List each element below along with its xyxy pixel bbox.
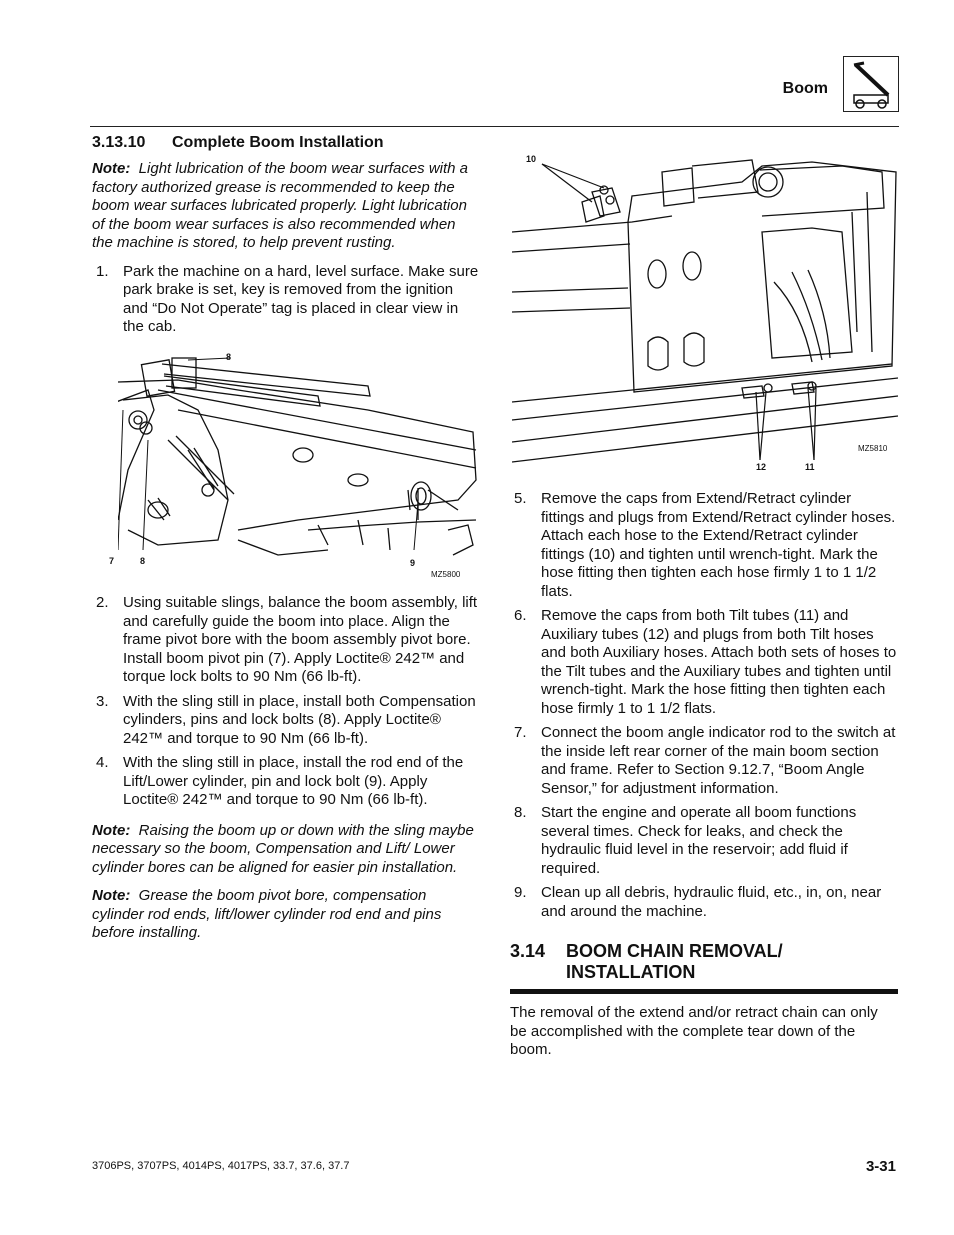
page-number: 3-31 — [865, 1158, 896, 1175]
left-column-continued — [92, 594, 480, 953]
callout-10: 10 — [526, 154, 537, 164]
footer-models: 3706PS, 3707PS, 4014PS, 4017PS, 33.7, 37.6, 37.7 — [92, 1160, 350, 1172]
section-number: 3.14 — [510, 941, 546, 961]
step-4 — [92, 754, 480, 810]
step-3 — [92, 693, 480, 749]
figure-code: MZ5800 — [431, 570, 461, 579]
section-label: Boom — [782, 80, 828, 97]
step-8 — [510, 804, 898, 878]
step-number: 8. — [514, 804, 527, 821]
note-sling — [92, 822, 480, 878]
boom-fittings-drawing — [512, 152, 898, 476]
step-9 — [510, 884, 898, 921]
step-text: Connect the boom angle indicator rod to the switch at the inside left rear corner of the main boom section and frame. Refer to Section 9.12.7, “Boom Angle Sensor,” for adjustment information. — [541, 724, 896, 797]
boom-pivot-drawing — [118, 350, 480, 582]
note-lubrication — [92, 160, 480, 253]
step-text: With the sling still in place, install both Compensation cylinders, pins and lock bolts (8). Apply Loctite® 242™ and torque to 90 Nm (66 lb-ft). — [123, 692, 476, 747]
note-text: Raising the boom up or down with the sling maybe necessary so the boom, Compensation and Lift/ Lower cylinder bores can be aligned for easier pin installation. — [92, 821, 474, 876]
step-number: 2. — [96, 594, 109, 611]
step-number: 1. — [96, 262, 109, 280]
section-heading — [92, 134, 480, 152]
step-text: Remove the caps from both Tilt tubes (11) and Auxiliary tubes (12) and plugs from both Tilt hoses and both Auxiliary hoses. Attach both sets of hoses to the Tilt tubes and the Auxiliary tubes and tighten until wrench-tight. Mark the hose fitting then tighten each hose firmly 1 to 1 1/2 flats. — [541, 607, 897, 717]
step-6 — [510, 607, 898, 718]
note-label: Note: — [92, 160, 131, 177]
note-label: Note: — [92, 821, 131, 839]
header-rule — [90, 126, 899, 127]
figure-boom-fittings — [512, 152, 898, 476]
callout-12: 12 — [756, 462, 767, 472]
step-number: 9. — [514, 884, 527, 901]
step-1 — [92, 263, 480, 337]
step-text: Remove the caps from Extend/Retract cylinder fittings and plugs from Extend/Retract cylinder hoses. Attach each hose to the Extend/Retract cylinder fittings (10) and tighten until wrench-tight. Mark the hose fitting then tighten each hose firmly 1 to 1 1/2 flats. — [541, 490, 896, 600]
step-number: 4. — [96, 754, 109, 771]
callout-11: 11 — [805, 462, 815, 472]
step-number: 3. — [96, 692, 109, 710]
step-text: Using suitable slings, balance the boom assembly, lift and carefully guide the boom into place. Align the frame pivot bore with the boom assembly pivot bore. Install boom pivot pin (7). Apply Loctite® 242™ and torque lock bolts to 90 Nm (66 lb-ft). — [123, 594, 478, 685]
section-3-14-body: The removal of the extend and/or retract chain can only be accomplished with the complete tear down of the boom. — [510, 1004, 878, 1058]
figure-boom-pivot — [109, 350, 480, 582]
section-number: 3.13.10 — [92, 134, 146, 151]
note-text: Light lubrication of the boom wear surfaces with a factory authorized grease is recommended to keep the boom wear surfaces lubricated properly. Light lubrication of the boom wear surfaces is also recommended when the machine is stored, to help prevent rusting. — [92, 160, 469, 251]
callout-8: 8 — [140, 556, 146, 566]
step-2 — [92, 594, 480, 687]
step-text: Park the machine on a hard, level surface. Make sure park brake is set, key is removed from the ignition and “Do Not Operate” tag is placed in clear view in the cab. — [123, 262, 479, 335]
boom-section-icon — [843, 56, 899, 112]
step-5 — [510, 490, 898, 601]
step-text: Clean up all debris, hydraulic fluid, etc., in, on, near and around the machine. — [541, 884, 882, 920]
step-number: 5. — [514, 490, 527, 507]
step-7 — [510, 724, 898, 798]
section-title: Complete Boom Installation — [172, 134, 384, 151]
section-3-14-heading — [510, 941, 898, 994]
note-text: Grease the boom pivot bore, compensation cylinder rod ends, lift/lower cylinder rod end and pins before installing. — [92, 887, 442, 941]
note-grease — [92, 887, 480, 943]
section-title: BOOM CHAIN REMOVAL/ INSTALLATION — [566, 941, 783, 982]
figure-code: MZ5810 — [858, 444, 888, 453]
callout-9: 9 — [410, 558, 416, 568]
callout-7: 7 — [109, 556, 115, 566]
step-number: 6. — [514, 607, 527, 624]
callout-8-top: 8 — [226, 352, 232, 362]
note-label: Note: — [92, 887, 131, 904]
step-number: 7. — [514, 724, 527, 741]
right-column — [510, 490, 898, 1060]
left-column — [92, 134, 480, 343]
step-text: Start the engine and operate all boom functions several times. Check for leaks, and check the hydraulic fluid level in the reservoir; add fluid if required. — [541, 804, 857, 877]
step-text: With the sling still in place, install the rod end of the Lift/Lower cylinder, pin and lock bolt (9). Apply Loctite® 242™ and torque to 90 Nm (66 lb-ft). — [123, 754, 464, 808]
